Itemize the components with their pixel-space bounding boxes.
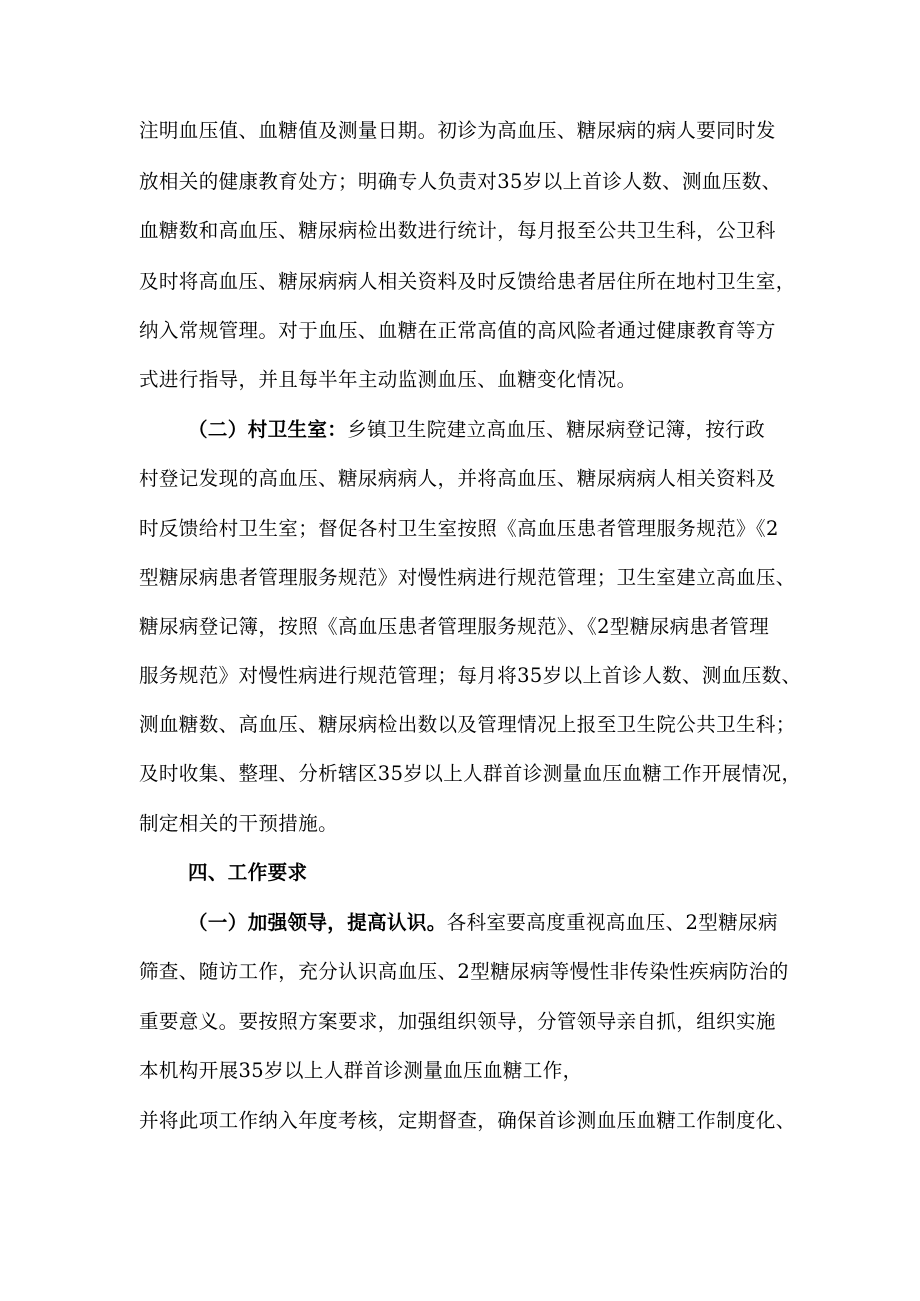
line-text: 注明血压值、血糖值及测量日期。初诊为高血压、糖尿病的病人要同时发 — [139, 119, 776, 142]
body-line-14 — [139, 762, 801, 786]
line-text: 本机构开展35岁以上人群首诊测量血压血糖工作， — [139, 1059, 583, 1082]
line-text: 及时将高血压、糖尿病病人相关资料及时反馈给患者居住所在地村卫生室， — [139, 270, 796, 293]
line-text: 村登记发现的高血压、糖尿病病人，并将高血压、糖尿病病人相关资料及 — [139, 467, 776, 490]
line-text: 血糖数和高血压、糖尿病检出数进行统计，每月报至公共卫生科，公卫科 — [139, 219, 776, 242]
body-line-7 — [188, 418, 765, 442]
body-line-5 — [139, 319, 776, 343]
body-line-13 — [139, 713, 796, 737]
line-heading: （二）村卫生室： — [188, 418, 348, 441]
line-text: 放相关的健康教育处方；明确专人负责对35岁以上首诊人数、测血压数、 — [139, 170, 782, 193]
line-text: 纳入常规管理。对于血压、血糖在正常高值的高风险者通过健康教育等方 — [139, 319, 776, 342]
line-text: 糖尿病登记簿，按照《高血压患者管理服务规范》、《2型糖尿病患者管理 — [139, 615, 770, 638]
body-line-6 — [139, 368, 637, 392]
body-line-20 — [139, 1059, 583, 1083]
body-line-2 — [139, 170, 782, 194]
line-text: 测血糖数、高血压、糖尿病检出数以及管理情况上报至卫生院公共卫生科； — [139, 713, 796, 736]
line-text: 型糖尿病患者管理服务规范》对慢性病进行规范管理；卫生室建立高血压、 — [139, 566, 796, 589]
line-text: 各科室要高度重视高血压、2型糖尿病 — [446, 911, 778, 934]
body-line-4 — [139, 270, 796, 294]
line-text: 及时收集、整理、分析辖区35岁以上人群首诊测量血压血糖工作开展情况， — [139, 762, 802, 785]
section-heading: 四、工作要求 — [188, 861, 308, 884]
line-text: 式进行指导，并且每半年主动监测血压、血糖变化情况。 — [139, 368, 637, 391]
line-text: 制定相关的干预措施。 — [139, 812, 339, 835]
body-line-10 — [139, 566, 796, 590]
section-heading-line — [188, 861, 307, 885]
line-text: 时反馈给村卫生室；督促各村卫生室按照《高血压患者管理服务规范》《2 — [139, 517, 779, 540]
body-line-21 — [139, 1109, 796, 1133]
line-text: 服务规范》对慢性病进行规范管理；每月将35岁以上首诊人数、测血压数、 — [139, 664, 802, 687]
line-heading: （一）加强领导，提高认识。 — [188, 911, 447, 934]
body-line-12 — [139, 664, 801, 688]
body-line-17 — [188, 911, 778, 935]
line-text: 筛查、随访工作，充分认识高血压、2型糖尿病等慢性非传染性疾病防治的 — [139, 960, 789, 983]
body-line-11 — [139, 615, 769, 639]
body-line-9 — [139, 517, 779, 541]
body-line-3 — [139, 219, 776, 243]
body-line-18 — [139, 960, 789, 984]
body-line-19 — [139, 1010, 776, 1034]
line-text: 并将此项工作纳入年度考核，定期督查，确保首诊测血压血糖工作制度化、 — [139, 1109, 796, 1132]
body-line-8 — [139, 467, 776, 491]
body-line-1 — [139, 119, 776, 143]
body-line-15 — [139, 812, 338, 836]
line-text: 重要意义。要按照方案要求，加强组织领导，分管领导亲自抓，组织实施 — [139, 1010, 776, 1033]
line-text: 乡镇卫生院建立高血压、糖尿病登记簿，按行政 — [347, 418, 766, 441]
